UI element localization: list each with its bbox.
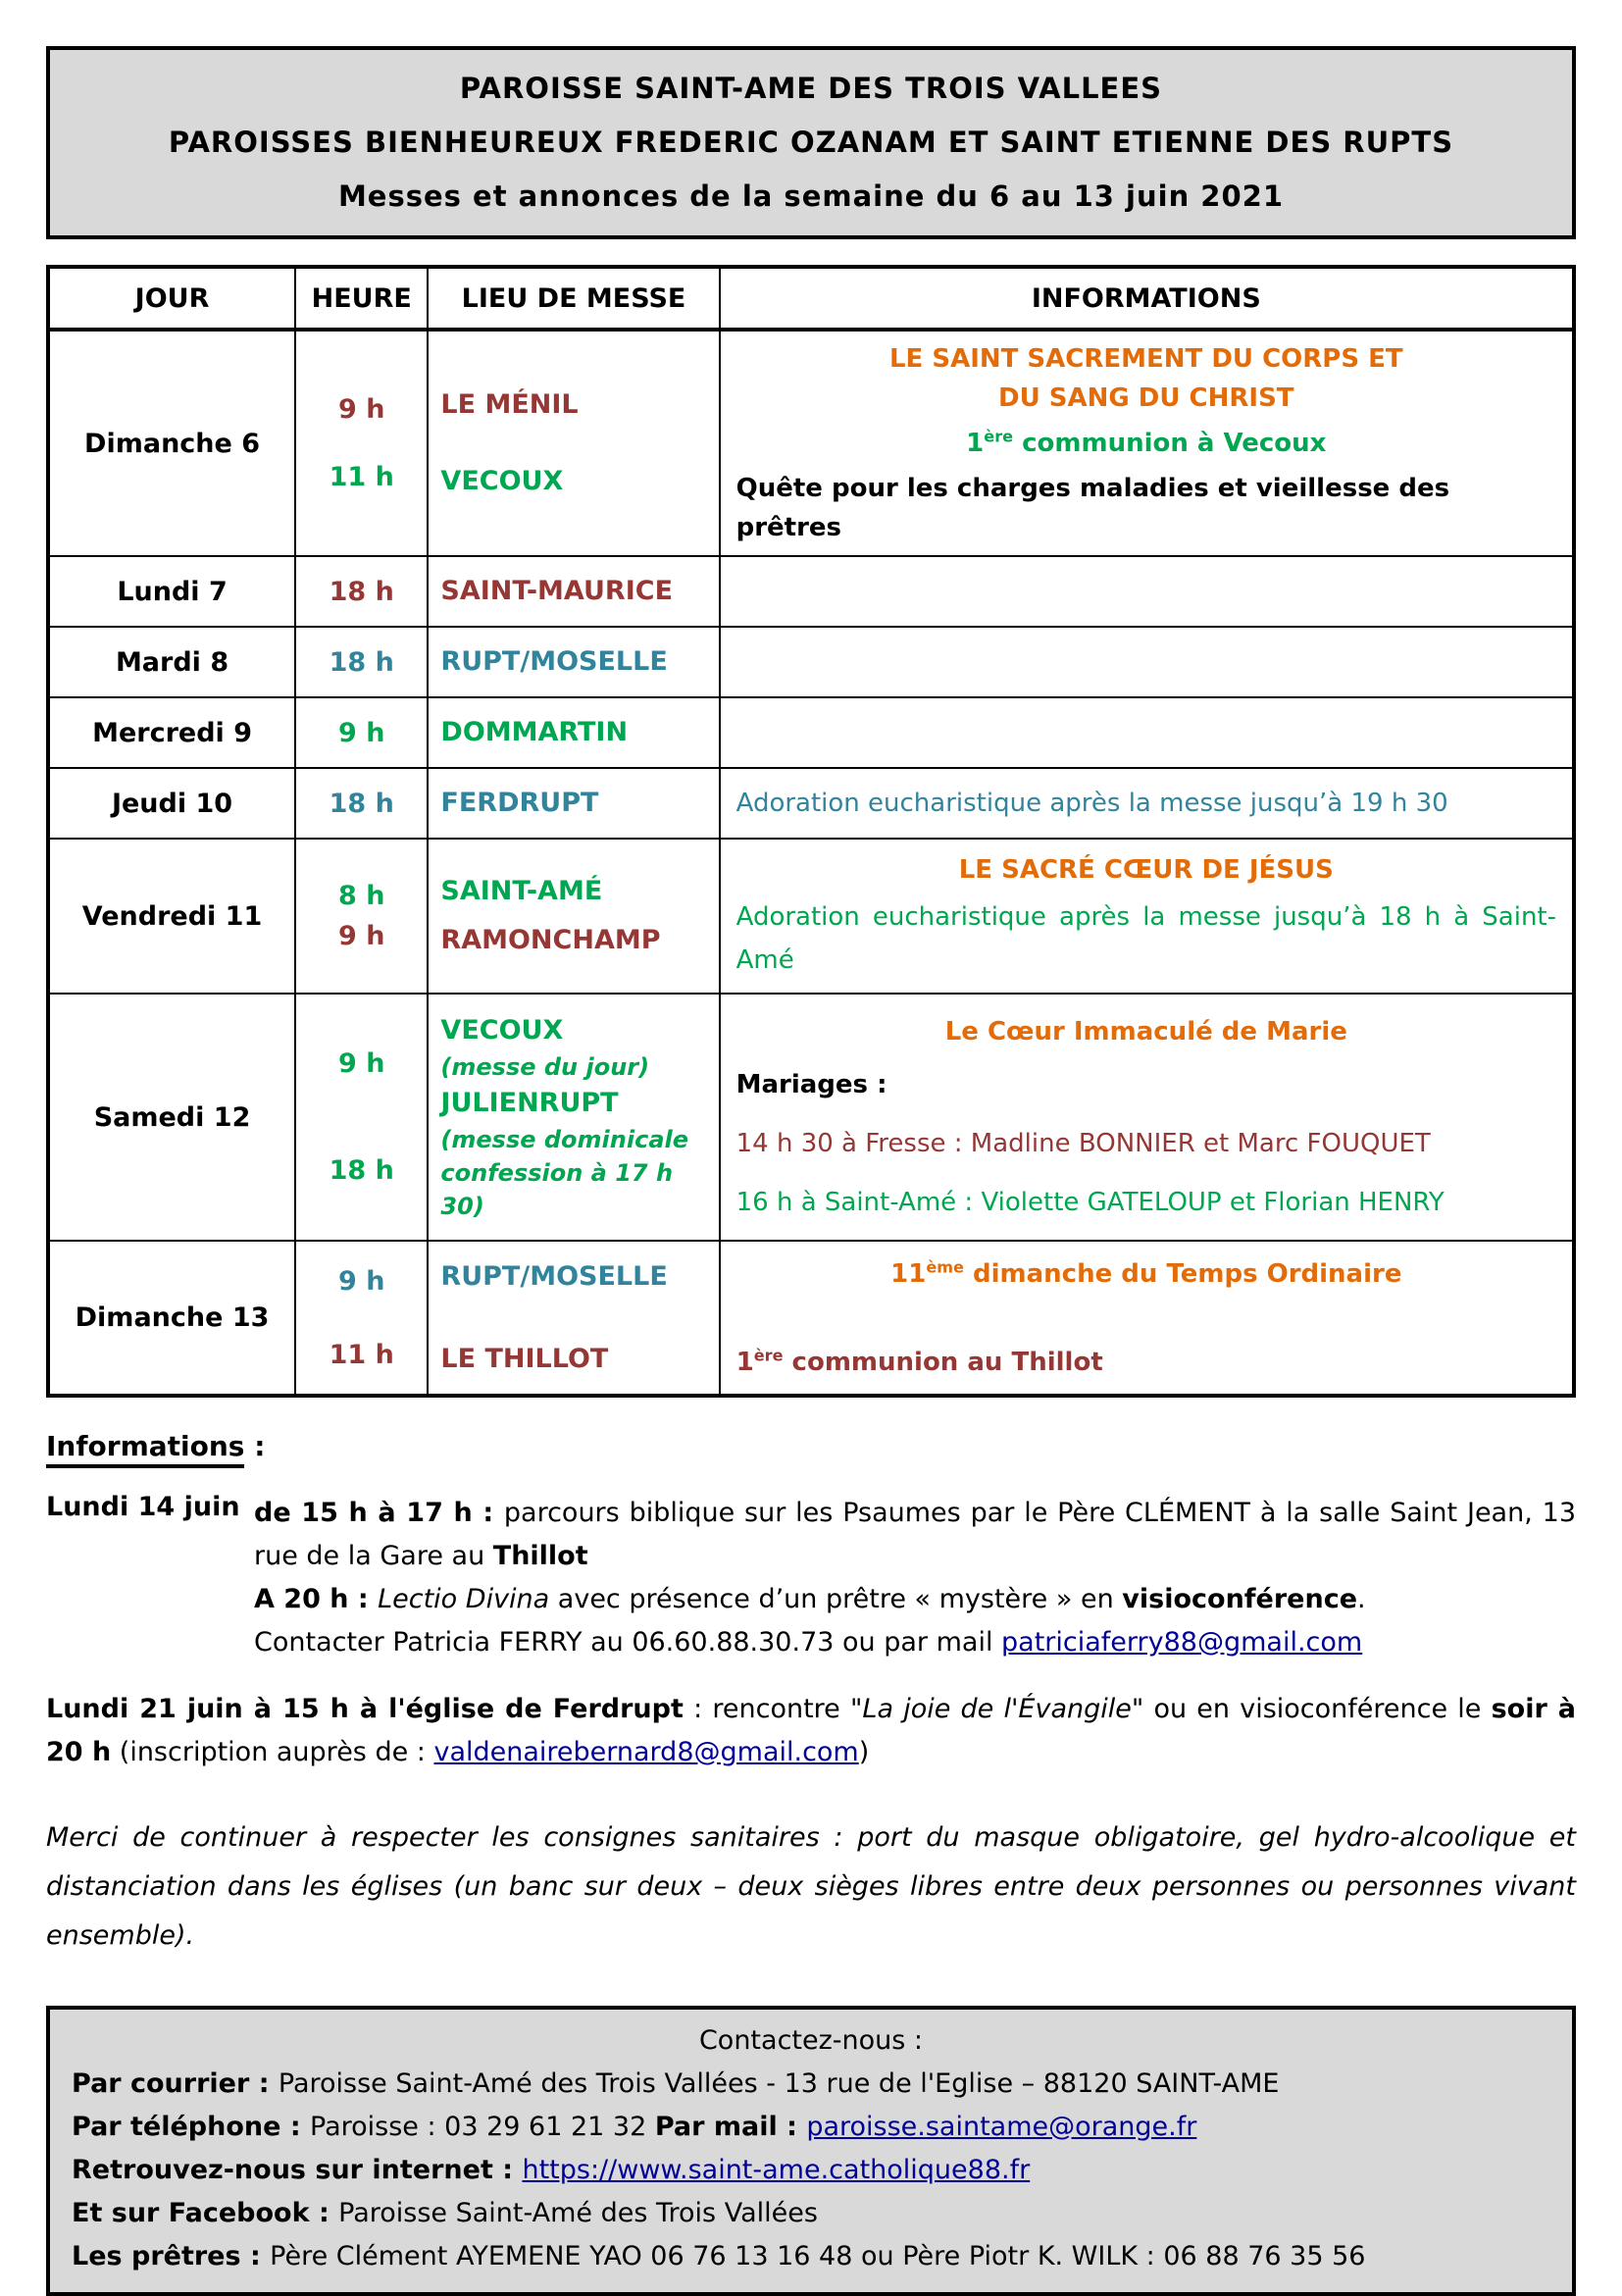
column-header-lieu: LIEU DE MESSE: [428, 267, 719, 330]
mass-time: 8 h: [338, 881, 385, 911]
hours-cell: [295, 1241, 428, 1396]
day-label: Samedi 12: [93, 1101, 251, 1133]
informations-heading: [46, 1427, 1576, 1466]
table-row: [48, 1241, 1574, 1396]
contact-internet: [72, 2149, 1550, 2192]
website-link[interactable]: https://www.saint-ame.catholique88.fr: [522, 2155, 1031, 2185]
mass-place: VECOUX: [440, 466, 564, 496]
paragraph-text: Contacter Patricia FERRY au 06.60.88.30.73 ou par mail: [254, 1627, 1002, 1658]
email-link[interactable]: valdenairebernard8@gmail.com: [433, 1737, 859, 1767]
contact-label: Retrouvez-nous sur internet :: [72, 2155, 523, 2185]
info-cell: [720, 768, 1574, 839]
mass-time: 18 h: [329, 1155, 394, 1186]
column-header-heure: HEURE: [295, 267, 428, 330]
informations-heading-text: Informations: [46, 1430, 244, 1468]
mass-time: 9 h: [338, 1048, 385, 1079]
paragraph-text: : rencontre: [683, 1694, 850, 1724]
mass-place: RAMONCHAMP: [440, 925, 661, 955]
communion-note: [736, 424, 1556, 463]
mass-time: 11 h: [329, 462, 394, 492]
contact-value: Père Clément AYEMENE YAO 06 76 13 16 48 ou Père Piotr K. WILK : 06 88 76 35 56: [270, 2241, 1366, 2271]
place-emphasis: Thillot: [492, 1541, 588, 1571]
table-row: [48, 839, 1574, 994]
mass-place: DOMMARTIN: [440, 717, 629, 747]
hours-cell: [295, 994, 428, 1241]
visioconference-emphasis: visioconférence: [1122, 1584, 1358, 1614]
time-range-label: de 15 h à 17 h :: [254, 1498, 504, 1528]
contact-pretres: [72, 2235, 1550, 2278]
info-paragraph: [254, 1578, 1576, 1621]
day-cell: [48, 768, 295, 839]
info-item-body: [254, 1492, 1576, 1664]
places-cell: [428, 627, 719, 697]
hours-cell: [295, 697, 428, 768]
places-cell: [428, 1241, 719, 1396]
day-label: Dimanche 6: [84, 428, 261, 459]
ordinal-suffix: ère: [753, 1345, 784, 1364]
book-title: "La joie de l'Évangile": [850, 1694, 1144, 1724]
info-cell-empty: [720, 697, 1574, 768]
contact-label: Par courrier :: [72, 2068, 279, 2099]
feast-title: LE SACRÉ CŒUR DE JÉSUS: [958, 855, 1334, 885]
quete-note: Quête pour les charges maladies et vieillesse des prêtres: [735, 474, 1450, 542]
hours-cell: [295, 627, 428, 697]
info-cell: [720, 994, 1574, 1241]
paragraph-text: ): [858, 1737, 870, 1767]
table-row: [48, 768, 1574, 839]
sanitary-notice: Merci de continuer à respecter les consignes sanitaires : port du masque obligatoire, gel hydro-alcoolique et distanciation dans les églises (un banc sur deux – deux sièges libres entre deux personnes ou personnes vivant ensemble).: [46, 1822, 1576, 1951]
day-cell: [48, 1241, 295, 1396]
day-cell: [48, 330, 295, 556]
feast-text: dimanche du Temps Ordinaire: [963, 1258, 1402, 1289]
day-label: Mardi 8: [115, 646, 229, 678]
header-box: [46, 46, 1576, 239]
column-header-informations: INFORMATIONS: [720, 267, 1574, 330]
table-header-row: [48, 267, 1574, 330]
paragraph-text: (inscription auprès de :: [111, 1737, 434, 1767]
info-item-date-label: Lundi 14 juin: [46, 1492, 240, 1522]
day-label: Mercredi 9: [92, 717, 252, 748]
mass-place: SAINT-AMÉ: [440, 876, 603, 906]
informations-section: [46, 1427, 1576, 1961]
table-row: [48, 697, 1574, 768]
contact-value: Paroisse Saint-Amé des Trois Vallées: [338, 2198, 818, 2228]
table-row: [48, 994, 1574, 1241]
day-cell: [48, 839, 295, 994]
mass-time: 9 h: [338, 394, 385, 425]
parish-title-line-2: PAROISSES BIENHEUREUX FREDERIC OZANAM ET SAINT ETIENNE DES RUPTS: [168, 126, 1454, 159]
mass-time: 18 h: [329, 646, 394, 678]
info-cell-empty: [720, 627, 1574, 697]
mass-place: LE MÉNIL: [440, 389, 579, 420]
day-cell: [48, 994, 295, 1241]
email-link[interactable]: patriciaferry88@gmail.com: [1001, 1627, 1363, 1658]
places-cell: [428, 768, 719, 839]
places-cell: [428, 697, 719, 768]
mariage-entry: 16 h à Saint-Amé : Violette GATELOUP et Florian HENRY: [735, 1188, 1445, 1217]
day-cell: [48, 556, 295, 627]
info-cell: [720, 330, 1574, 556]
mass-time: 18 h: [329, 788, 394, 819]
day-cell: [48, 627, 295, 697]
info-item-lundi-14: [46, 1492, 1576, 1664]
mass-place: RUPT/MOSELLE: [440, 1260, 668, 1292]
mass-place: FERDRUPT: [440, 788, 599, 818]
hours-cell: [295, 556, 428, 627]
info-paragraph: [254, 1492, 1576, 1578]
places-cell: [428, 994, 719, 1241]
places-cell: [428, 839, 719, 994]
mass-time: 11 h: [329, 1339, 394, 1370]
table-row: [48, 627, 1574, 697]
hours-cell: [295, 330, 428, 556]
contact-courrier: [72, 2063, 1550, 2106]
paragraph-text: .: [1357, 1584, 1366, 1614]
feast-title: LE SAINT SACREMENT DU CORPS ET: [888, 344, 1403, 374]
contact-title: Contactez-nous :: [698, 2025, 924, 2056]
column-header-jour: JOUR: [48, 267, 295, 330]
mass-time: 9 h: [338, 1265, 385, 1297]
contact-facebook: [72, 2192, 1550, 2235]
day-label: Jeudi 10: [111, 788, 233, 819]
hours-cell: [295, 768, 428, 839]
ordinal-number: 1: [735, 1347, 754, 1377]
info-cell-empty: [720, 556, 1574, 627]
informations-heading-colon: :: [244, 1430, 266, 1462]
mass-time: 9 h: [338, 921, 385, 951]
mass-schedule-table: [46, 265, 1576, 1398]
ordinal-number: 11: [890, 1258, 927, 1289]
event-date-label: Lundi 21 juin à 15 h à l'église de Ferdrupt: [46, 1694, 684, 1724]
contact-label: Par mail :: [654, 2112, 807, 2142]
mass-place: VECOUX: [440, 1015, 564, 1046]
mariage-entry: 14 h 30 à Fresse : Madline BONNIER et Marc FOUQUET: [735, 1129, 1431, 1158]
email-link[interactable]: paroisse.saintame@orange.fr: [806, 2112, 1197, 2142]
contact-value: Paroisse : 03 29 61 21 32: [310, 2112, 655, 2142]
contact-box: [46, 2006, 1576, 2296]
paragraph-text: ou en visioconférence le: [1143, 1694, 1492, 1724]
contact-label: Les prêtres :: [72, 2241, 271, 2271]
table-row: [48, 556, 1574, 627]
info-paragraph: [254, 1621, 1576, 1664]
mass-place: LE THILLOT: [440, 1343, 609, 1374]
bulletin-subtitle: Messes et annonces de la semaine du 6 au 13 juin 2021: [337, 179, 1285, 213]
lectio-divina-title: Lectio Divina: [378, 1584, 550, 1614]
contact-label: Par téléphone :: [72, 2112, 311, 2142]
communion-note: [736, 1343, 1556, 1382]
table-row: [48, 330, 1574, 556]
ordinal-suffix: ère: [984, 427, 1014, 446]
adoration-note: Adoration eucharistique après la messe jusqu’à 19 h 30: [735, 789, 1448, 818]
contact-value: Paroisse Saint-Amé des Trois Vallées - 13 rue de l'Eglise – 88120 SAINT-AME: [278, 2068, 1280, 2099]
mariages-label: Mariages :: [735, 1070, 887, 1099]
hours-cell: [295, 839, 428, 994]
mass-place: SAINT-MAURICE: [440, 576, 674, 606]
day-cell: [48, 697, 295, 768]
info-cell: [720, 839, 1574, 994]
mass-place: RUPT/MOSELLE: [440, 646, 668, 677]
mass-note: (messe du jour): [440, 1053, 650, 1081]
feast-title: [736, 1254, 1556, 1294]
places-cell: [428, 556, 719, 627]
paragraph-text: parcours biblique sur les Psaumes par le Père CLÉMENT à la salle Saint Jean, 13 rue de la Gare au: [254, 1498, 1576, 1571]
feast-title: Le Cœur Immaculé de Marie: [944, 1017, 1347, 1046]
day-label: Lundi 7: [117, 576, 228, 607]
mass-time: 18 h: [329, 576, 394, 607]
mass-time: 9 h: [338, 717, 385, 748]
communion-text: communion à Vecoux: [1013, 429, 1327, 458]
mass-place: JULIENRUPT: [440, 1088, 619, 1118]
time-label: A 20 h :: [254, 1584, 379, 1614]
paragraph-text: avec présence d’un prêtre « mystère » en: [549, 1584, 1123, 1614]
ordinal-suffix: ème: [926, 1256, 964, 1276]
time-emphasis: soir à 20 h: [46, 1694, 1577, 1767]
ordinal-number: 1: [966, 429, 985, 458]
contact-telephone: [72, 2106, 1550, 2149]
contact-label: Et sur Facebook :: [72, 2198, 339, 2228]
communion-text: communion au Thillot: [783, 1347, 1103, 1377]
parish-title-line-1: PAROISSE SAINT-AME DES TROIS VALLEES: [459, 72, 1163, 105]
info-cell: [720, 1241, 1574, 1396]
adoration-note: Adoration eucharistique après la messe jusqu’à 18 h à Saint-Amé: [735, 902, 1556, 975]
places-cell: [428, 330, 719, 556]
mass-note: (messe dominicale confession à 17 h 30): [440, 1126, 689, 1220]
day-label: Dimanche 13: [75, 1302, 270, 1333]
feast-title: DU SANG DU CHRIST: [998, 383, 1294, 413]
info-item-lundi-21: [46, 1688, 1576, 1774]
day-label: Vendredi 11: [81, 900, 263, 932]
